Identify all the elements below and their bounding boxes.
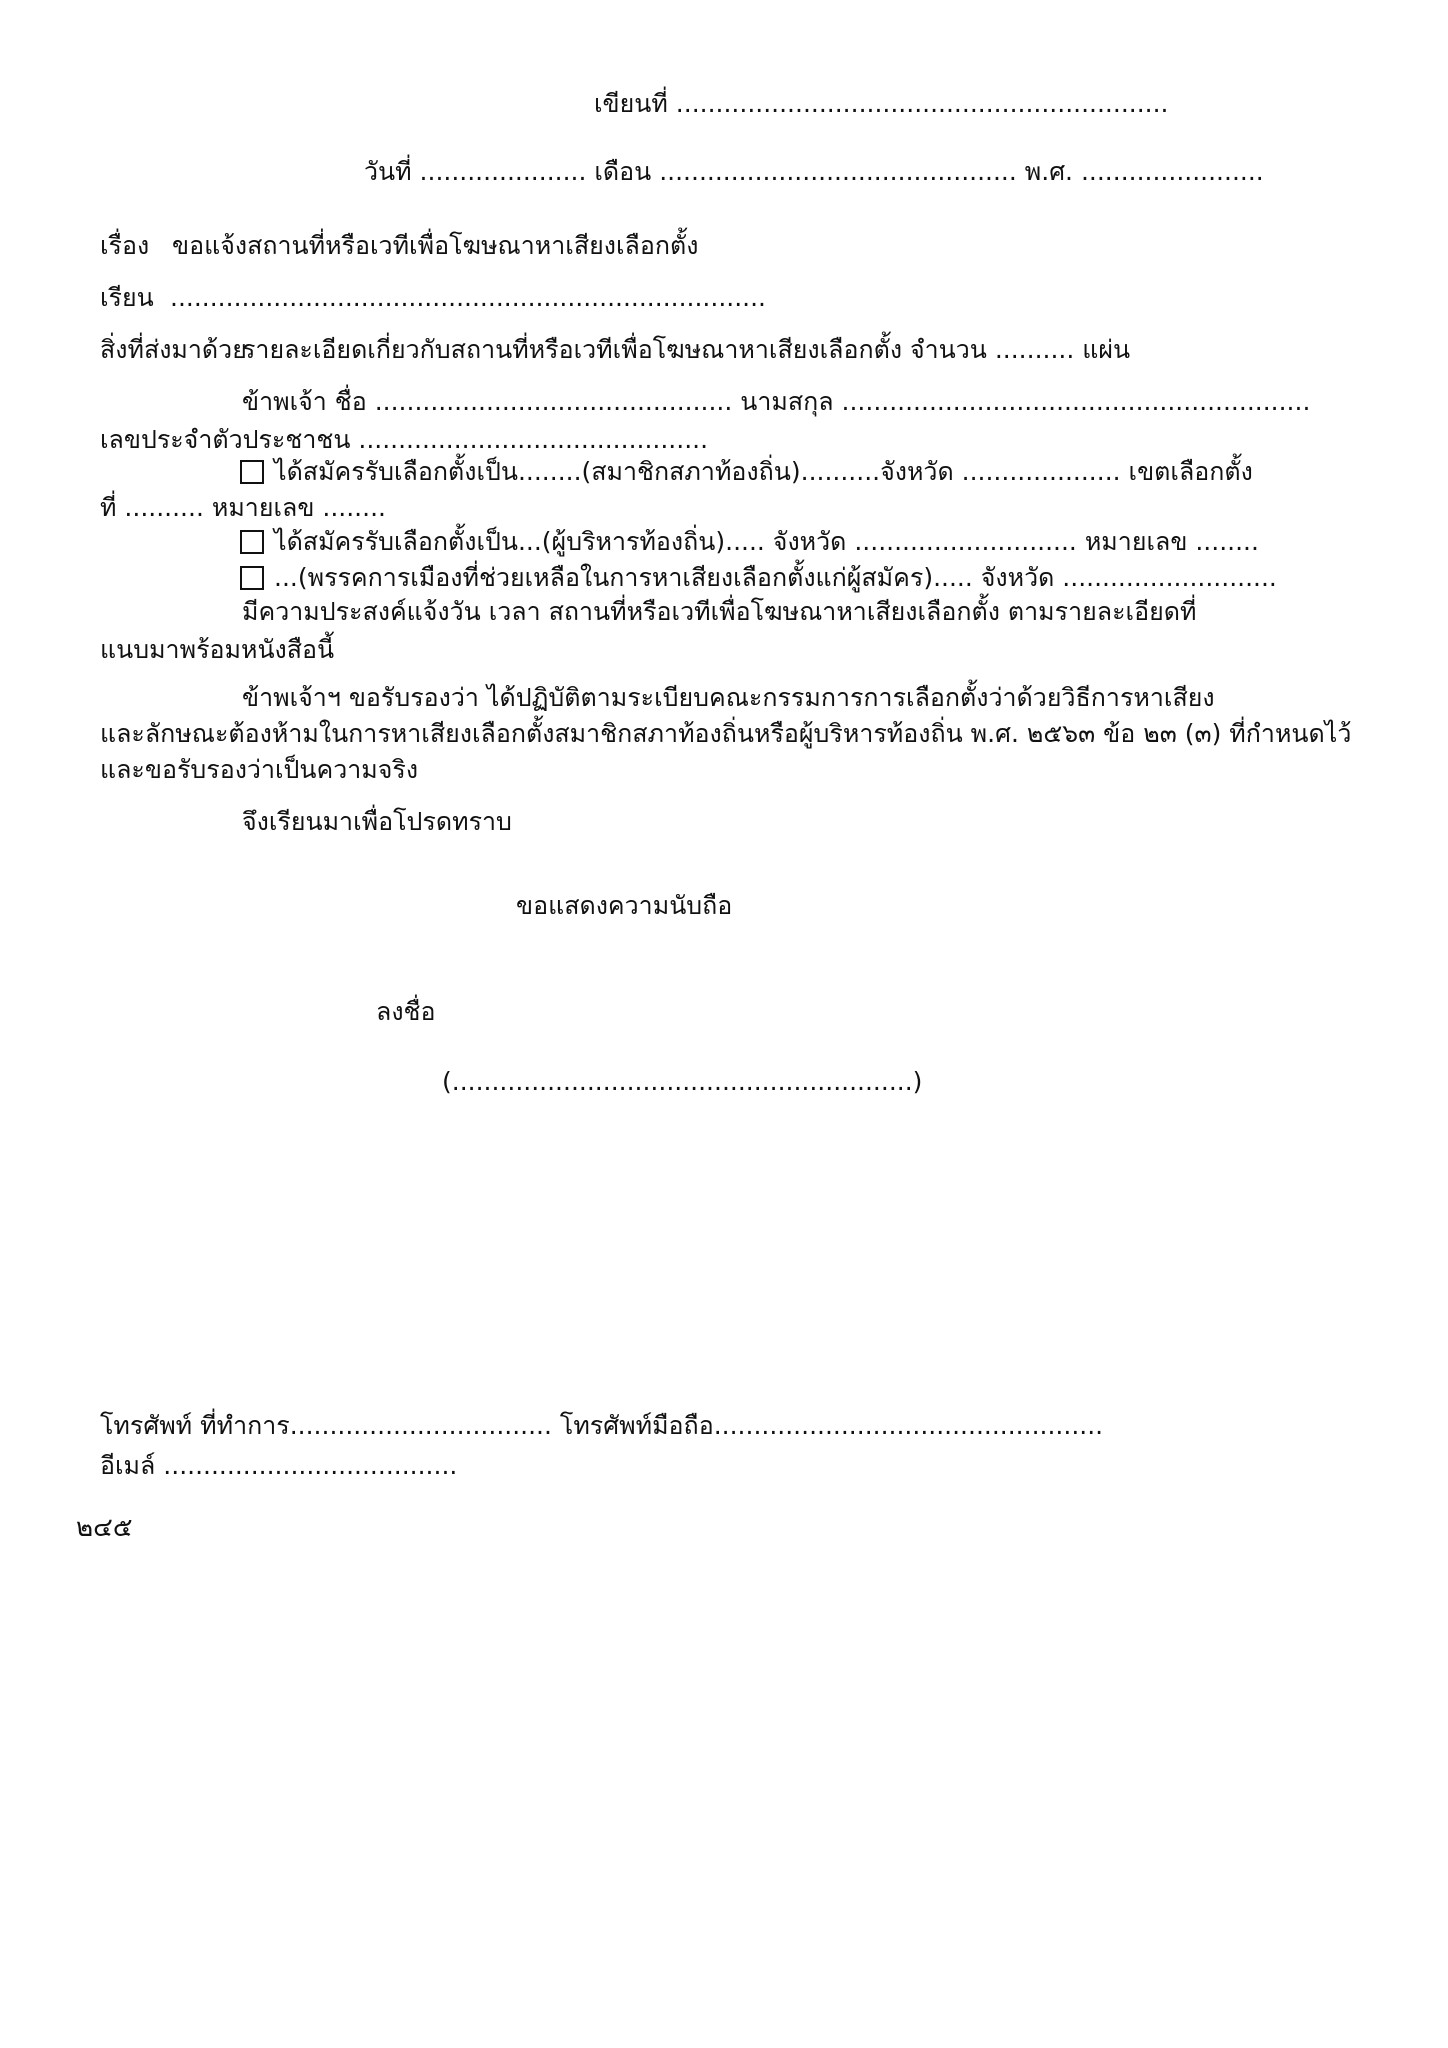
phone-line: โทรศัพท์ ที่ทำการ................................. โทรศัพท์มือถือ................................................. — [100, 1411, 1104, 1440]
checkbox-political-party-row[interactable] — [240, 562, 1277, 594]
applicant-name-line: ข้าพเจ้า ชื่อ ............................................. นามสกุล ........................................................... — [242, 387, 1311, 416]
certification-line-2: และลักษณะต้องห้ามในการหาเสียงเลือกตั้งสมาชิกสภาท้องถิ่นหรือผู้บริหารท้องถิ่น พ.ศ. ๒๕๖๓ ข้อ ๒๓ (๓) ที่กำหนดไว้ — [100, 719, 1352, 748]
subject-label: เรื่อง — [100, 231, 150, 260]
checkbox-local-council[interactable] — [240, 460, 264, 484]
regards: ขอแสดงความนับถือ — [516, 891, 733, 920]
to-label: เรียน — [100, 283, 154, 312]
intent-line-2: แนบมาพร้อมหนังสือนี้ — [100, 635, 335, 664]
attachment-label: สิ่งที่ส่งมาด้วย — [100, 335, 247, 364]
attachment-text: รายละเอียดเกี่ยวกับสถานที่หรือเวทีเพื่อโฆษณาหาเสียงเลือกตั้ง จำนวน .......... แผ่น — [242, 335, 1131, 364]
checkbox-local-executive-label: ได้สมัครรับเลือกตั้งเป็น...(ผู้บริหารท้องถิ่น)..... จังหวัด ............................ หมายเลข ........ — [274, 527, 1259, 556]
citizen-id-line: เลขประจำตัวประชาชน ............................................ — [100, 425, 709, 454]
checkbox-local-executive[interactable] — [240, 530, 264, 554]
sign-label: ลงชื่อ — [376, 997, 436, 1026]
checkbox-local-council-continuation: ที่ .......... หมายเลข ........ — [100, 493, 386, 522]
checkbox-local-council-row[interactable] — [240, 456, 1253, 488]
checkbox-political-party[interactable] — [240, 566, 264, 590]
to-text: ........................................................................... — [170, 283, 767, 312]
checkbox-political-party-label: ...(พรรคการเมืองที่ช่วยเหลือในการหาเสียงเลือกตั้งแก่ผู้สมัคร)..... จังหวัด ........................... — [274, 563, 1277, 592]
intent-line-1: มีความประสงค์แจ้งวัน เวลา สถานที่หรือเวทีเพื่อโฆษณาหาเสียงเลือกตั้ง ตามรายละเอียดที่ — [242, 597, 1197, 626]
date-line: วันที่ ..................... เดือน ............................................. พ.ศ. ....................... — [364, 157, 1264, 186]
subject-text: ขอแจ้งสถานที่หรือเวทีเพื่อโฆษณาหาเสียงเลือกตั้ง — [172, 231, 699, 260]
certification-line-1: ข้าพเจ้าฯ ขอรับรองว่า ได้ปฏิบัติตามระเบียบคณะกรรมการการเลือกตั้งว่าด้วยวิธีการหาเสียง — [242, 683, 1215, 712]
signatory-name-field: (..........................................................) — [442, 1067, 923, 1096]
certification-line-3: และขอรับรองว่าเป็นความจริง — [100, 755, 419, 784]
checkbox-local-council-label: ได้สมัครรับเลือกตั้งเป็น........(สมาชิกสภาท้องถิ่น)..........จังหวัด .................... เขตเลือกตั้ง — [274, 457, 1253, 486]
written-at-line: เขียนที่ .............................................................. — [594, 89, 1169, 118]
email-line: อีเมล์ ..................................... — [100, 1451, 458, 1480]
page-number: ๒๔๕ — [76, 1513, 133, 1543]
closing-request: จึงเรียนมาเพื่อโปรดทราบ — [242, 807, 512, 836]
checkbox-local-executive-row[interactable] — [240, 526, 1259, 558]
